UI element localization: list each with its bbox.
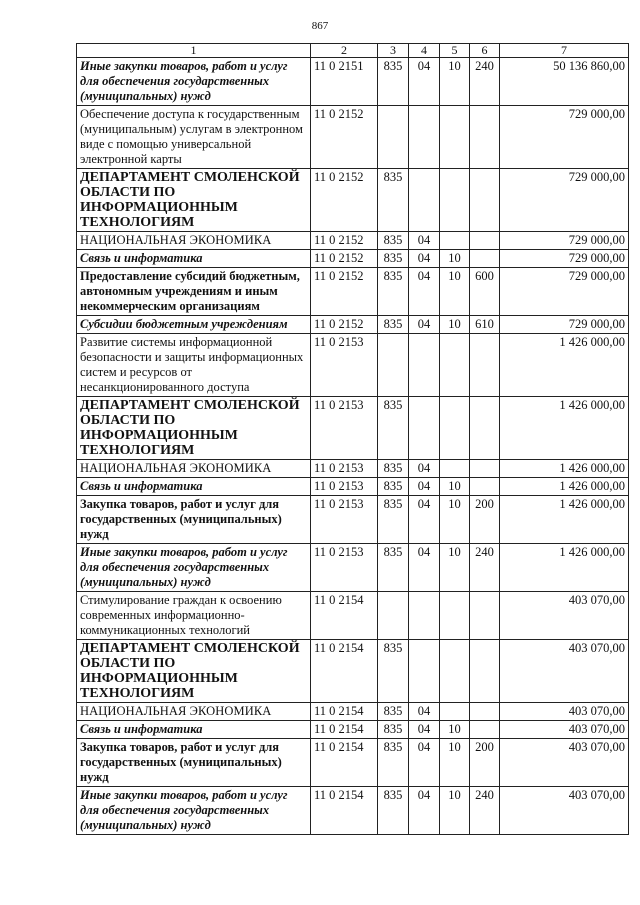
header-cell: 1 [77, 44, 311, 58]
section-code-cell [409, 334, 440, 397]
ministry-code-cell: 835 [378, 460, 409, 478]
section-code-cell [409, 169, 440, 232]
budget-code-cell: 11 0 2152 [311, 250, 378, 268]
budget-code-cell: 11 0 2152 [311, 106, 378, 169]
row-name-cell: Обеспечение доступа к государственным (муниципальным) услугам в электронном виде с помощью универсальной электронной карты [77, 106, 311, 169]
amount-cell: 1 426 000,00 [500, 496, 629, 544]
ministry-code-cell: 835 [378, 721, 409, 739]
expense-type-cell: 240 [470, 544, 500, 592]
row-name-cell: ДЕПАРТАМЕНТ СМОЛЕНСКОЙ ОБЛАСТИ ПО ИНФОРМАЦИОННЫМ ТЕХНОЛОГИЯМ [77, 397, 311, 460]
section-code-cell: 04 [409, 58, 440, 106]
page-number: 867 [311, 20, 329, 32]
row-name-cell: Иные закупки товаров, работ и услуг для обеспечения государственных (муниципальных) нужд [77, 544, 311, 592]
expense-type-cell [470, 334, 500, 397]
expense-type-cell: 600 [470, 268, 500, 316]
amount-cell: 729 000,00 [500, 268, 629, 316]
expense-type-cell [470, 460, 500, 478]
amount-cell: 729 000,00 [500, 232, 629, 250]
table-row [77, 397, 629, 460]
ministry-code-cell [378, 334, 409, 397]
section-code-cell: 04 [409, 478, 440, 496]
expense-type-cell [470, 106, 500, 169]
budget-code-cell: 11 0 2152 [311, 316, 378, 334]
section-code-cell [409, 106, 440, 169]
table-row [77, 787, 629, 835]
subsection-code-cell [440, 232, 470, 250]
ministry-code-cell: 835 [378, 250, 409, 268]
amount-cell: 1 426 000,00 [500, 478, 629, 496]
row-name-cell: Связь и информатика [77, 721, 311, 739]
section-code-cell: 04 [409, 232, 440, 250]
row-name-cell: НАЦИОНАЛЬНАЯ ЭКОНОМИКА [77, 460, 311, 478]
amount-cell: 1 426 000,00 [500, 334, 629, 397]
budget-code-cell: 11 0 2153 [311, 460, 378, 478]
subsection-code-cell [440, 460, 470, 478]
ministry-code-cell [378, 592, 409, 640]
budget-code-cell: 11 0 2154 [311, 721, 378, 739]
subsection-code-cell [440, 397, 470, 460]
table-header-row [77, 44, 629, 58]
section-code-cell: 04 [409, 250, 440, 268]
row-name-cell: Развитие системы информационной безопасности и защиты информационных систем и ресурсов от несанкционированного доступа [77, 334, 311, 397]
table-row [77, 739, 629, 787]
table-row [77, 460, 629, 478]
row-name-cell: Предоставление субсидий бюджетным, автономным учреждениям и иным некоммерческим организациям [77, 268, 311, 316]
amount-cell: 403 070,00 [500, 640, 629, 703]
budget-code-cell: 11 0 2152 [311, 268, 378, 316]
ministry-code-cell: 835 [378, 496, 409, 544]
subsection-code-cell: 10 [440, 478, 470, 496]
section-code-cell: 04 [409, 460, 440, 478]
budget-code-cell: 11 0 2152 [311, 232, 378, 250]
section-code-cell: 04 [409, 721, 440, 739]
table-row [77, 496, 629, 544]
expense-type-cell: 200 [470, 739, 500, 787]
amount-cell: 403 070,00 [500, 592, 629, 640]
ministry-code-cell: 835 [378, 544, 409, 592]
amount-cell: 403 070,00 [500, 703, 629, 721]
expense-type-cell: 240 [470, 58, 500, 106]
section-code-cell [409, 397, 440, 460]
budget-code-cell: 11 0 2153 [311, 334, 378, 397]
subsection-code-cell: 10 [440, 58, 470, 106]
header-cell: 7 [500, 44, 629, 58]
expense-type-cell [470, 703, 500, 721]
subsection-code-cell: 10 [440, 739, 470, 787]
section-code-cell: 04 [409, 787, 440, 835]
section-code-cell: 04 [409, 268, 440, 316]
expense-type-cell [470, 478, 500, 496]
table-row [77, 592, 629, 640]
row-name-cell: Иные закупки товаров, работ и услуг для обеспечения государственных (муниципальных) нужд [77, 58, 311, 106]
header-cell: 4 [409, 44, 440, 58]
amount-cell: 729 000,00 [500, 106, 629, 169]
row-name-cell: Связь и информатика [77, 478, 311, 496]
row-name-cell: Закупка товаров, работ и услуг для государственных (муниципальных) нужд [77, 739, 311, 787]
budget-table [76, 43, 629, 835]
ministry-code-cell: 835 [378, 268, 409, 316]
table-row [77, 334, 629, 397]
row-name-cell: НАЦИОНАЛЬНАЯ ЭКОНОМИКА [77, 232, 311, 250]
budget-code-cell: 11 0 2153 [311, 397, 378, 460]
budget-code-cell: 11 0 2152 [311, 169, 378, 232]
table-row [77, 721, 629, 739]
amount-cell: 403 070,00 [500, 739, 629, 787]
expense-type-cell: 610 [470, 316, 500, 334]
expense-type-cell [470, 232, 500, 250]
table-row [77, 169, 629, 232]
ministry-code-cell: 835 [378, 58, 409, 106]
subsection-code-cell: 10 [440, 268, 470, 316]
expense-type-cell [470, 169, 500, 232]
expense-type-cell: 240 [470, 787, 500, 835]
subsection-code-cell [440, 169, 470, 232]
budget-code-cell: 11 0 2154 [311, 739, 378, 787]
row-name-cell: Субсидии бюджетным учреждениям [77, 316, 311, 334]
section-code-cell: 04 [409, 544, 440, 592]
header-cell: 5 [440, 44, 470, 58]
ministry-code-cell: 835 [378, 478, 409, 496]
table-row [77, 58, 629, 106]
section-code-cell [409, 640, 440, 703]
expense-type-cell [470, 397, 500, 460]
amount-cell: 1 426 000,00 [500, 460, 629, 478]
amount-cell: 729 000,00 [500, 316, 629, 334]
section-code-cell: 04 [409, 739, 440, 787]
subsection-code-cell [440, 703, 470, 721]
table-row [77, 316, 629, 334]
section-code-cell [409, 592, 440, 640]
ministry-code-cell: 835 [378, 316, 409, 334]
table-row [77, 544, 629, 592]
row-name-cell: НАЦИОНАЛЬНАЯ ЭКОНОМИКА [77, 703, 311, 721]
header-cell: 3 [378, 44, 409, 58]
header-cell: 2 [311, 44, 378, 58]
row-name-cell: Связь и информатика [77, 250, 311, 268]
table-row [77, 703, 629, 721]
amount-cell: 1 426 000,00 [500, 397, 629, 460]
ministry-code-cell: 835 [378, 787, 409, 835]
ministry-code-cell: 835 [378, 739, 409, 787]
ministry-code-cell: 835 [378, 232, 409, 250]
amount-cell: 50 136 860,00 [500, 58, 629, 106]
subsection-code-cell: 10 [440, 250, 470, 268]
subsection-code-cell [440, 592, 470, 640]
budget-code-cell: 11 0 2154 [311, 703, 378, 721]
subsection-code-cell: 10 [440, 496, 470, 544]
amount-cell: 403 070,00 [500, 721, 629, 739]
row-name-cell: Закупка товаров, работ и услуг для государственных (муниципальных) нужд [77, 496, 311, 544]
header-cell: 6 [470, 44, 500, 58]
section-code-cell: 04 [409, 703, 440, 721]
row-name-cell: ДЕПАРТАМЕНТ СМОЛЕНСКОЙ ОБЛАСТИ ПО ИНФОРМАЦИОННЫМ ТЕХНОЛОГИЯМ [77, 640, 311, 703]
subsection-code-cell [440, 106, 470, 169]
table-row [77, 268, 629, 316]
table-row [77, 232, 629, 250]
ministry-code-cell: 835 [378, 703, 409, 721]
expense-type-cell [470, 250, 500, 268]
expense-type-cell [470, 640, 500, 703]
amount-cell: 1 426 000,00 [500, 544, 629, 592]
subsection-code-cell [440, 334, 470, 397]
subsection-code-cell: 10 [440, 721, 470, 739]
row-name-cell: Иные закупки товаров, работ и услуг для обеспечения государственных (муниципальных) нужд [77, 787, 311, 835]
row-name-cell: Стимулирование граждан к освоению современных информационно-коммуникационных технологий [77, 592, 311, 640]
table-row [77, 106, 629, 169]
expense-type-cell [470, 592, 500, 640]
budget-code-cell: 11 0 2153 [311, 544, 378, 592]
amount-cell: 729 000,00 [500, 169, 629, 232]
section-code-cell: 04 [409, 316, 440, 334]
table-row [77, 640, 629, 703]
budget-code-cell: 11 0 2154 [311, 640, 378, 703]
budget-code-cell: 11 0 2154 [311, 592, 378, 640]
subsection-code-cell: 10 [440, 316, 470, 334]
row-name-cell: ДЕПАРТАМЕНТ СМОЛЕНСКОЙ ОБЛАСТИ ПО ИНФОРМАЦИОННЫМ ТЕХНОЛОГИЯМ [77, 169, 311, 232]
amount-cell: 403 070,00 [500, 787, 629, 835]
amount-cell: 729 000,00 [500, 250, 629, 268]
ministry-code-cell [378, 106, 409, 169]
budget-code-cell: 11 0 2151 [311, 58, 378, 106]
budget-code-cell: 11 0 2153 [311, 496, 378, 544]
budget-code-cell: 11 0 2153 [311, 478, 378, 496]
table-row [77, 478, 629, 496]
subsection-code-cell [440, 640, 470, 703]
section-code-cell: 04 [409, 496, 440, 544]
table-row [77, 250, 629, 268]
ministry-code-cell: 835 [378, 169, 409, 232]
ministry-code-cell: 835 [378, 397, 409, 460]
budget-code-cell: 11 0 2154 [311, 787, 378, 835]
expense-type-cell [470, 721, 500, 739]
subsection-code-cell: 10 [440, 544, 470, 592]
subsection-code-cell: 10 [440, 787, 470, 835]
ministry-code-cell: 835 [378, 640, 409, 703]
expense-type-cell: 200 [470, 496, 500, 544]
